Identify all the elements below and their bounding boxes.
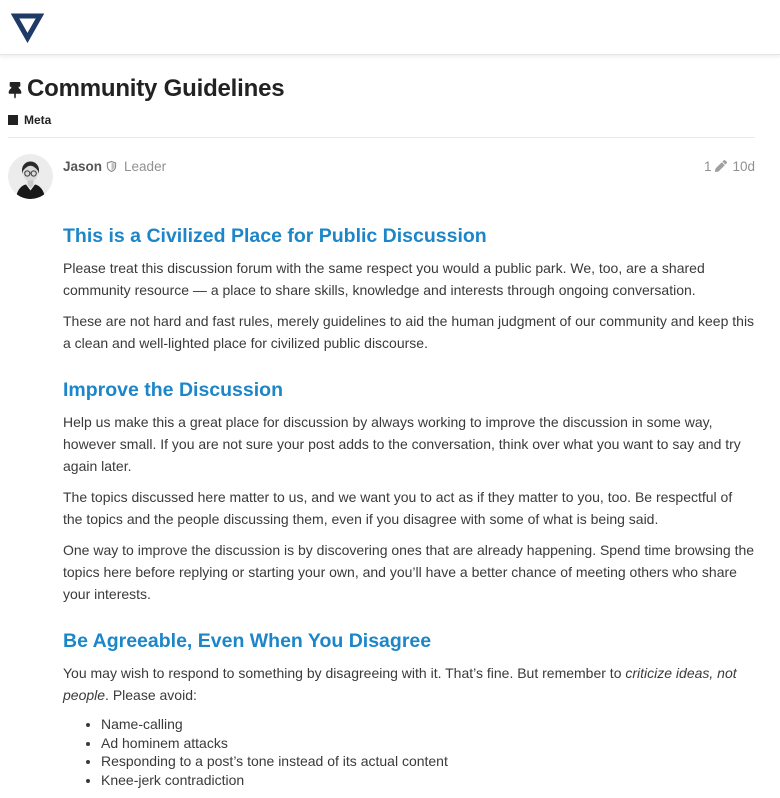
section-heading: This is a Civilized Place for Public Discussion <box>63 225 487 247</box>
list-item: • Knee-jerk contradiction <box>101 771 755 790</box>
list-item: • Name-calling <box>101 715 755 734</box>
site-logo[interactable] <box>11 12 44 43</box>
post-author[interactable]: Jason <box>63 158 103 174</box>
post-age[interactable]: 10d <box>732 158 755 174</box>
topic-divider <box>8 137 755 138</box>
avatar[interactable] <box>8 154 53 199</box>
rich-text-prefix: You may wish to respond to something by disagreeing with it. That’s fine. But remember to <box>63 665 626 681</box>
avoid-list <box>63 715 755 789</box>
edit-count-value: 1 <box>703 158 712 174</box>
list-item: • Ad hominem attacks <box>101 734 755 753</box>
edit-count[interactable] <box>704 159 728 174</box>
paragraph: Help us make this a great place for discussion by always working to improve the discussion in some way, however small. If you are not sure your post adds to the conversation, think over what you want to say and try again later. <box>63 414 741 474</box>
topic-title-row <box>8 74 755 104</box>
topic-title[interactable]: Community Guidelines <box>27 75 285 102</box>
pencil-icon <box>715 160 727 172</box>
paragraph: Please treat this discussion forum with the same respect you would a public park. We, too, are a shared community resource — a place to share skills, knowledge and interests through ongoing conversation. <box>63 260 705 298</box>
category-color-swatch <box>8 115 18 125</box>
topic-page <box>0 74 780 798</box>
shield-icon <box>106 160 117 173</box>
rich-text-italic: criticize ideas, not people <box>63 665 737 703</box>
section-heading: Improve the Discussion <box>63 379 283 401</box>
pin-icon <box>8 82 22 99</box>
post <box>8 154 755 798</box>
paragraph <box>63 662 755 706</box>
post-meta-row <box>63 156 755 176</box>
author-title: Leader <box>124 158 167 174</box>
inverted-triangle-logo-icon <box>11 12 44 43</box>
paragraph: One way to improve the discussion is by discovering ones that are already happening. Spend time browsing the topics here before replying or starting your own, and you’ll have a better chance of meeting others who share your interests. <box>63 542 755 602</box>
section-heading: Be Agreeable, Even When You Disagree <box>63 630 432 652</box>
post-meta-right <box>704 159 755 174</box>
rich-text-suffix: . Please avoid: <box>105 687 197 703</box>
paragraph: These are not hard and fast rules, merely guidelines to aid the human judgment of our community and keep this a clean and well-lighted place for civilized public discourse. <box>63 313 755 351</box>
post-main <box>63 154 755 798</box>
post-body <box>63 176 755 789</box>
category-badge[interactable] <box>8 113 51 127</box>
site-header <box>0 0 780 55</box>
list-item: • Responding to a post’s tone instead of its actual content <box>101 752 755 771</box>
category-name: Meta <box>24 113 52 127</box>
paragraph: The topics discussed here matter to us, and we want you to act as if they matter to you, too. Be respectful of the topics and the people discussing them, even if you disagree with some of what is being said. <box>63 489 733 527</box>
